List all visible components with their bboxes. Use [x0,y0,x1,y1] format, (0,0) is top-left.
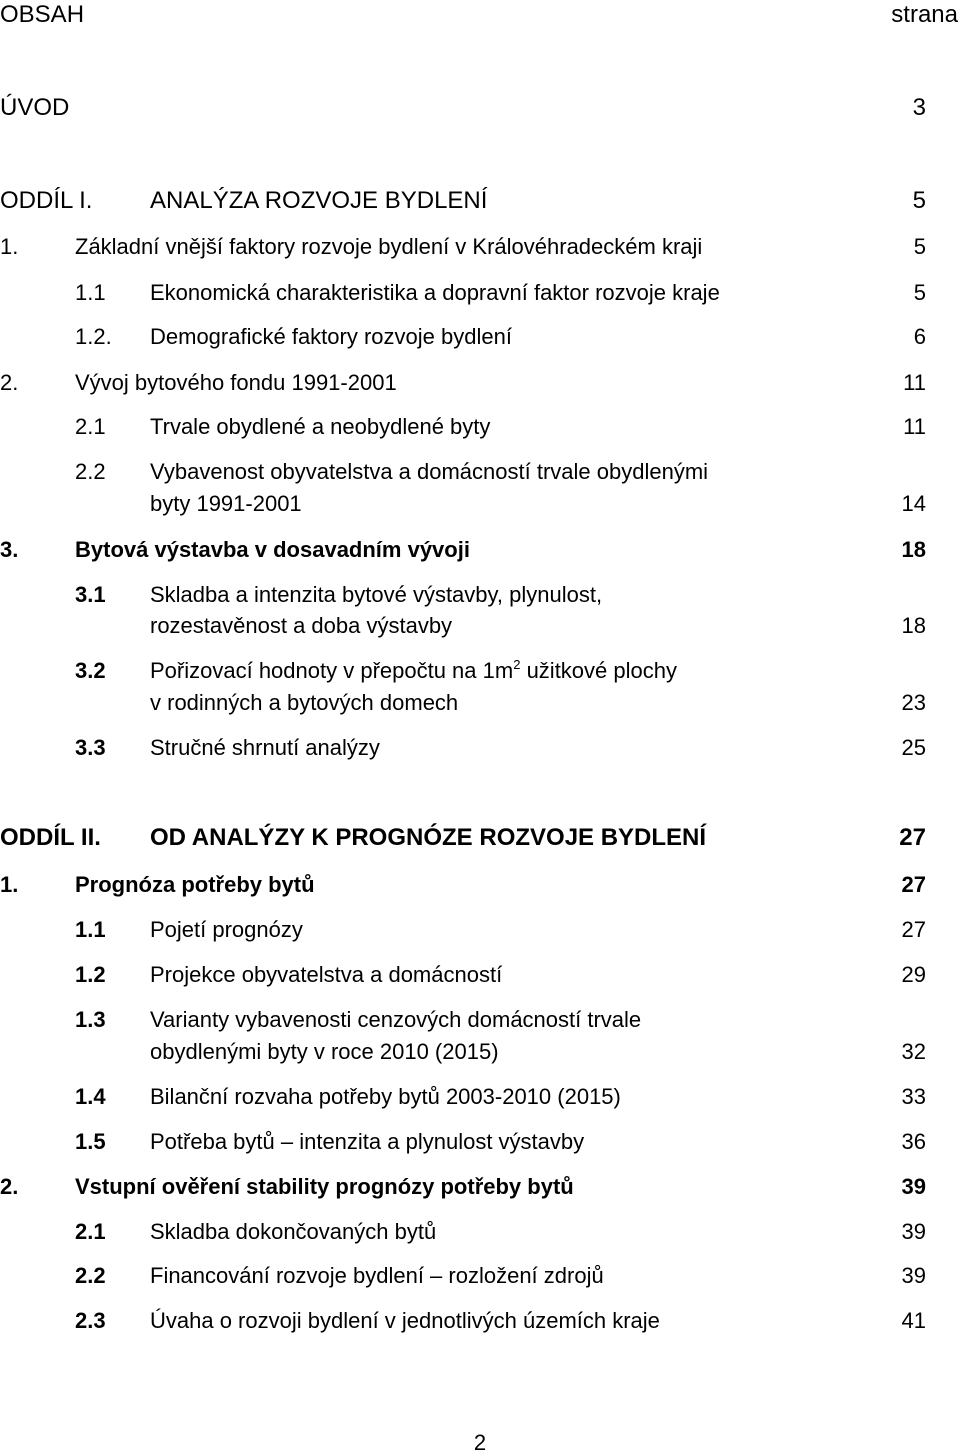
toc-entry-page: 14 [901,491,926,516]
toc-entry-page: 11 [903,414,926,439]
toc-entry-page: 36 [901,1129,926,1154]
toc-entry-num: 1.2. [75,324,112,349]
toc-entry-page: 25 [901,735,926,760]
toc-entry-title: Ekonomická charakteristika a dopravní faktor rozvoje kraje [150,280,720,305]
toc-entry-title [150,657,677,683]
toc-entry-title: Potřeba bytů – intenzita a plynulost výstavby [150,1129,585,1154]
toc-entry-num: 2.2 [75,1263,106,1288]
toc-entry-title: Bytová výstavba v dosavadním vývoji [75,537,470,562]
toc-entry-num: 3. [0,537,19,562]
toc-entry-title: Stručné shrnutí analýzy [150,735,380,760]
toc-entry-page: 29 [901,962,926,987]
part2-title: OD ANALÝZY K PROGNÓZE ROZVOJE BYDLENÍ [150,824,707,851]
superscript: 2 [513,657,521,672]
toc-entry-title: Skladba dokončovaných bytů [150,1219,437,1244]
toc-entry-title-cont: rozestavěnost a doba výstavby [150,613,453,638]
toc-entry-title-part: užitkové plochy [520,658,677,683]
toc-entry-num: 2.2 [75,459,106,484]
toc-entry-num: 2. [0,370,19,395]
toc-entry-num: 1. [0,234,19,259]
toc-entry-title: Pojetí prognózy [150,917,303,942]
toc-entry-num: 3.3 [75,735,106,760]
toc-entry-title: Bilanční rozvaha potřeby bytů 2003-2010 (2015) [150,1084,621,1109]
part1-label: ODDÍL I. [0,187,93,214]
toc-entry-title: Vstupní ověření stability prognózy potřeby bytů [75,1174,574,1199]
toc-entry-page: 27 [901,872,926,897]
toc-entry-page: 18 [901,537,926,562]
part1-title: ANALÝZA ROZVOJE BYDLENÍ [150,187,488,214]
toc-entry-num: 2.1 [75,1219,106,1244]
toc-entry-title-cont: byty 1991-2001 [150,491,302,516]
toc-entry-title-part: Pořizovací hodnoty v přepočtu na 1m [150,658,514,683]
toc-entry-title: Trvale obydlené a neobydlené byty [150,414,491,439]
toc-entry-num: 1.1 [75,917,106,942]
toc-entry-num: 3.1 [75,582,106,607]
toc-entry-num: 1.5 [75,1129,106,1154]
toc-entry-page: 18 [901,613,926,638]
toc-entry-page: 33 [901,1084,926,1109]
toc-entry-page: 39 [901,1174,926,1199]
toc-entry-title: Úvaha o rozvoji bydlení v jednotlivých územích kraje [150,1308,660,1333]
toc-entry-num: 1.4 [75,1084,106,1109]
toc-entry-page: 41 [901,1308,926,1333]
toc-entry-num: 1. [0,872,19,897]
toc-entry-page: 39 [901,1219,926,1244]
part2-label: ODDÍL II. [0,824,101,851]
toc-entry-title: Prognóza potřeby bytů [75,872,315,897]
toc-entry-title: Projekce obyvatelstva a domácností [150,962,503,987]
toc-entry-num: 1.2 [75,962,106,987]
toc-entry-title: Vývoj bytového fondu 1991-2001 [75,370,397,395]
toc-entry-title: Varianty vybavenosti cenzových domácností trvale [150,1007,642,1032]
toc-entry-title: Financování rozvoje bydlení – rozložení zdrojů [150,1263,604,1288]
toc-entry-page: 39 [901,1263,926,1288]
part2-page: 27 [899,824,926,851]
toc-entry-num: 2.1 [75,414,106,439]
toc-heading: OBSAH [0,1,85,28]
toc-entry-page: 23 [901,690,926,715]
page-number: 2 [473,1430,487,1455]
toc-entry-page: 6 [913,324,926,349]
toc-entry-title-cont: obydlenými byty v roce 2010 (2015) [150,1039,499,1064]
toc-entry-title: Demografické faktory rozvoje bydlení [150,324,512,349]
part1-page: 5 [912,187,926,214]
toc-entry-page: 5 [913,280,926,305]
toc-entry-num: 2. [0,1174,19,1199]
toc-entry-page: 32 [901,1039,926,1064]
toc-entry-page: 27 [901,917,926,942]
toc-entry-page: 5 [913,234,926,259]
toc-entry-title: Skladba a intenzita bytové výstavby, plynulost, [150,582,603,607]
toc-entry-num: 1.3 [75,1007,106,1032]
toc-entry-page: 11 [903,370,926,395]
toc-intro-title: ÚVOD [0,94,70,121]
toc-entry-title: Vybavenost obyvatelstva a domácností trvale obydlenými [150,459,709,484]
page-column-label: strana [891,1,958,28]
toc-entry-title-cont: v rodinných a bytových domech [150,690,459,715]
toc-entry-title: Základní vnější faktory rozvoje bydlení v Královéhradeckém kraji [75,234,703,259]
toc-entry-num: 2.3 [75,1308,106,1333]
toc-entry-num: 3.2 [75,658,106,683]
toc-intro-page: 3 [912,94,926,121]
toc-entry-num: 1.1 [75,280,106,305]
